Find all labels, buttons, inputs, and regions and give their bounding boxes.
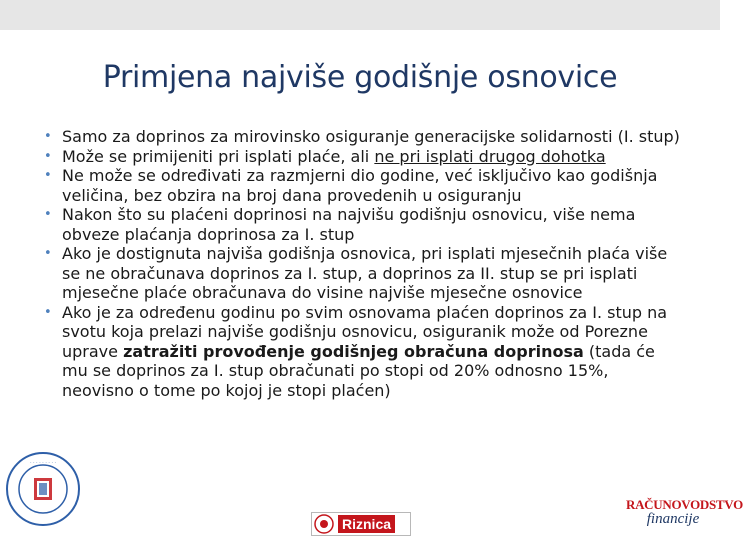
bullet-marker-icon: • bbox=[44, 246, 52, 261]
racunovodstvo-wordmark: RAČUNOVODSTVO bbox=[626, 497, 743, 512]
bullet-item bbox=[44, 146, 682, 167]
bullet-marker-icon: • bbox=[44, 304, 52, 320]
bullet-text: zatražiti provođenje godišnjeg obračuna doprinosa bbox=[123, 341, 584, 361]
riznica-wordmark: Riznica bbox=[338, 515, 395, 533]
slide-title: Primjena najviše godišnje osnovice bbox=[102, 60, 618, 95]
bullet-text: ne pri isplati drugog dohotka bbox=[374, 146, 606, 166]
bullet-item bbox=[44, 127, 682, 147]
bullet-item bbox=[44, 244, 682, 303]
bullet-text: Samo za doprinos za mirovinsko osiguranje generacijske solidarnosti (I. stup) bbox=[62, 127, 680, 146]
bullet-item bbox=[44, 205, 682, 244]
bullet-marker-icon: • bbox=[44, 148, 52, 164]
bullet-text: Može se primijeniti pri isplati plaće, ali bbox=[62, 146, 375, 166]
bullet-item bbox=[44, 302, 682, 401]
bullet-text: Ako je dostignuta najviša godišnja osnovica, pri isplati mjesečnih plaća više se ne obračunava doprinos za I. stup, a doprinos za II. stup se pri isplati mjesečne plaće obračunava do visine najviše mjesečne osnovice bbox=[62, 244, 668, 302]
bullet-list bbox=[44, 127, 682, 400]
bullet-text: (tada će mu se doprinos za I. stup obračunati po stopi od 20% odnosno 15%, neovisno o tome po kojoj je stopi plaćen) bbox=[62, 341, 655, 400]
bullet-marker-icon: • bbox=[44, 129, 52, 144]
bullet-text: Ako je za određenu godinu po svim osnovama plaćen doprinos za I. stup na svotu koja prelazi najviše godišnju osnovicu, osiguranik može od Porezne uprave bbox=[62, 302, 668, 361]
institution-seal-logo bbox=[4, 450, 82, 528]
bullet-text: Nakon što su plaćeni doprinosi na najvišu godišnju osnovicu, više nema obveze plaćanja doprinosa za I. stup bbox=[62, 205, 636, 244]
bullet-item bbox=[44, 166, 682, 205]
bullet-marker-icon: • bbox=[44, 168, 52, 183]
slide-top-bar bbox=[0, 0, 720, 30]
financije-wordmark: financije bbox=[646, 511, 700, 527]
riznica-logo bbox=[311, 512, 411, 536]
racunovodstvo-financije-logo bbox=[626, 497, 743, 537]
bullet-text: Ne može se određivati za razmjerni dio godine, već isključivo kao godišnja veličina, bez obzira na broj dana provedenih u osiguranju bbox=[62, 166, 658, 205]
riznica-seal-icon bbox=[314, 514, 334, 534]
svg-text:· · · · · · · · ·: · · · · · · · · · bbox=[29, 460, 57, 466]
bullet-marker-icon: • bbox=[44, 207, 52, 222]
